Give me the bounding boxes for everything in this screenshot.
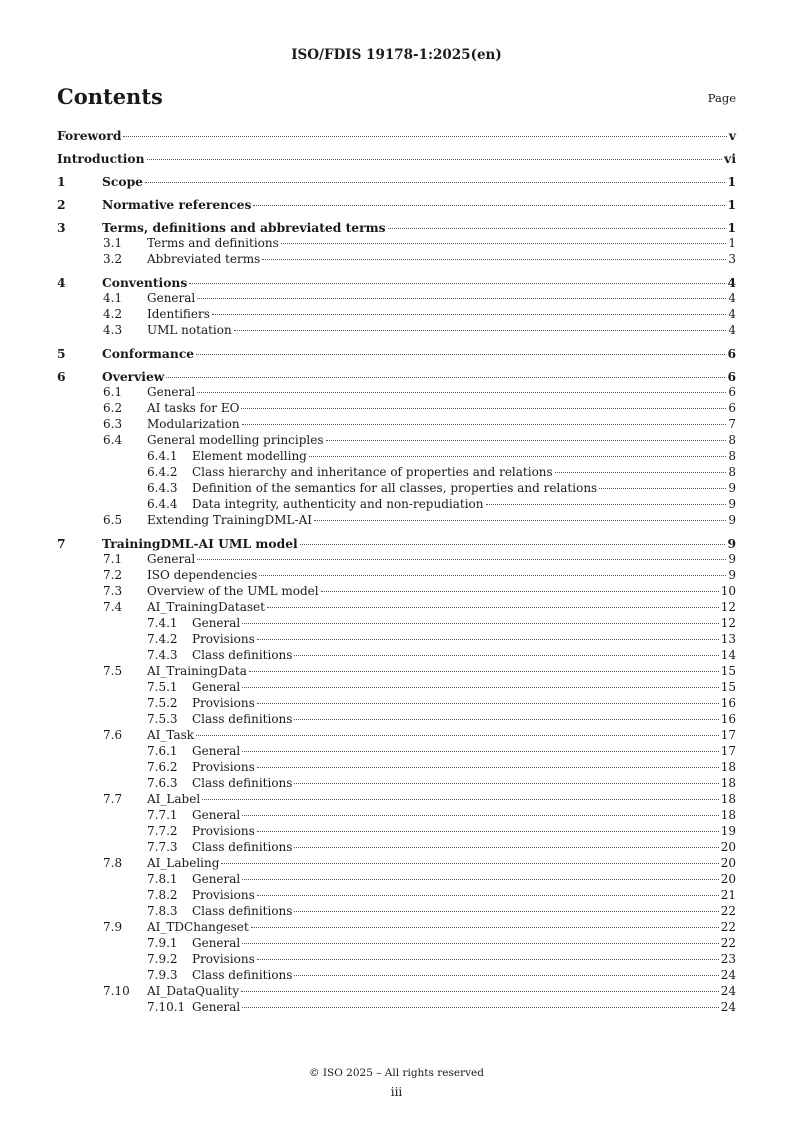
toc-entry[interactable] <box>57 481 736 497</box>
toc-entry-page: v <box>728 128 736 143</box>
toc-entry-page: 6 <box>728 401 736 415</box>
toc-entry-number: 2 <box>57 197 66 212</box>
toc-entry[interactable] <box>57 252 736 268</box>
toc-entry-number: 6.2 <box>103 401 123 415</box>
toc-entry[interactable] <box>57 236 736 252</box>
toc-dot-leader <box>202 799 719 800</box>
toc-entry-page: 9 <box>728 568 736 582</box>
toc-entry-title: Introduction <box>57 151 145 166</box>
toc-entry-title: Modularization <box>147 417 240 431</box>
toc-entry-title: Class definitions <box>192 968 293 982</box>
toc-entry-title: General <box>192 872 241 886</box>
toc-entry-title: Class hierarchy and inheritance of properties and relations <box>192 465 553 479</box>
toc-entry-page: 19 <box>720 824 736 838</box>
toc-entry-title: Element modelling <box>192 449 307 463</box>
toc-dot-leader <box>262 259 726 260</box>
toc-dot-leader <box>257 639 719 640</box>
toc-dot-leader <box>300 544 726 545</box>
toc-entry-title: AI_TrainingData <box>147 664 247 678</box>
toc-entry-page: 6 <box>728 385 736 399</box>
toc-dot-leader <box>241 408 726 409</box>
toc-entry-title: AI_Labeling <box>147 856 220 870</box>
toc-entry-title: Scope <box>102 174 143 189</box>
toc-entry-page: 1 <box>727 197 736 212</box>
toc-entry-title: General <box>192 616 241 630</box>
toc-dot-leader <box>242 879 718 880</box>
toc-entry[interactable] <box>57 952 736 968</box>
toc-entry-title: General <box>192 936 241 950</box>
toc-dot-leader <box>242 424 727 425</box>
copyright-footer: © ISO 2025 – All rights reserved <box>309 1067 484 1079</box>
toc-entry-title: ISO dependencies <box>147 568 258 582</box>
toc-entry-number: 7.5 <box>103 664 123 678</box>
toc-entry-number: 7.8.1 <box>147 872 178 886</box>
toc-entry[interactable] <box>57 632 736 648</box>
toc-entry-number: 5 <box>57 346 66 361</box>
toc-entry-number: 6.5 <box>103 513 123 527</box>
toc-entry[interactable] <box>57 513 736 529</box>
toc-entry-title: General <box>147 552 196 566</box>
toc-entry[interactable] <box>57 760 736 776</box>
toc-dot-leader <box>212 314 726 315</box>
toc-entry-title: General <box>192 808 241 822</box>
toc-entry-number: 7.10.1 <box>147 1000 186 1014</box>
toc-entry-number: 7.7.1 <box>147 808 178 822</box>
toc-entry-page: 8 <box>728 433 736 447</box>
toc-entry-number: 7.9.1 <box>147 936 178 950</box>
toc-entry-page: 8 <box>728 449 736 463</box>
toc-entry-page: 4 <box>728 291 736 305</box>
toc-entry-number: 7.10 <box>103 984 130 998</box>
toc-entry[interactable] <box>57 433 736 449</box>
toc-dot-leader <box>294 783 718 784</box>
toc-entry-title: AI tasks for EO <box>147 401 240 415</box>
toc-entry-number: 6.4 <box>103 433 123 447</box>
toc-entry[interactable] <box>57 151 736 167</box>
toc-entry-number: 7.4.3 <box>147 648 178 662</box>
toc-entry-page: 20 <box>720 856 736 870</box>
toc-entry-page: 15 <box>720 664 736 678</box>
toc-entry-page: 20 <box>720 840 736 854</box>
toc-entry-title: TrainingDML-AI UML model <box>102 536 298 551</box>
toc-entry[interactable] <box>57 323 736 339</box>
toc-entry-title: Provisions <box>192 760 255 774</box>
toc-entry-title: Foreword <box>57 128 122 143</box>
toc-dot-leader <box>145 182 725 183</box>
toc-entry-page: 9 <box>728 497 736 511</box>
toc-entry-title: General <box>147 385 196 399</box>
toc-entry-number: 7.1 <box>103 552 123 566</box>
toc-entry-number: 7.7.3 <box>147 840 178 854</box>
page-column-label: Page <box>707 91 736 105</box>
toc-entry-page: 8 <box>728 465 736 479</box>
toc-entry-title: AI_Task <box>147 728 195 742</box>
toc-entry-number: 7.7 <box>103 792 123 806</box>
toc-entry-number: 6.4.4 <box>147 497 178 511</box>
toc-entry[interactable] <box>57 220 736 236</box>
toc-entry-page: 9 <box>728 481 736 495</box>
toc-entry-page: 15 <box>720 680 736 694</box>
toc-entry[interactable] <box>57 401 736 417</box>
toc-entry[interactable] <box>57 369 736 385</box>
toc-entry-page: 1 <box>727 220 736 235</box>
toc-entry-number: 7.6.1 <box>147 744 178 758</box>
toc-entry[interactable] <box>57 776 736 792</box>
toc-dot-leader <box>314 520 726 521</box>
toc-dot-leader <box>197 392 726 393</box>
toc-dot-leader <box>281 243 727 244</box>
toc-dot-leader <box>242 623 718 624</box>
toc-entry-page: 17 <box>720 728 736 742</box>
toc-entry-number: 7 <box>57 536 66 551</box>
toc-dot-leader <box>555 472 727 473</box>
toc-entry-page: 4 <box>727 275 736 290</box>
toc-dot-leader <box>166 377 725 378</box>
toc-entry-page: 12 <box>720 616 736 630</box>
toc-dot-leader <box>251 927 719 928</box>
toc-entry-page: 22 <box>720 920 736 934</box>
toc-entry-title: Normative references <box>102 197 252 212</box>
toc-entry-number: 7.7.2 <box>147 824 178 838</box>
toc-dot-leader <box>294 911 718 912</box>
toc-entry[interactable] <box>57 197 736 213</box>
toc-entry[interactable] <box>57 712 736 728</box>
toc-entry-page: 24 <box>720 1000 736 1014</box>
toc-entry-title: AI_DataQuality <box>147 984 240 998</box>
toc-entry-title: Conventions <box>102 275 188 290</box>
toc-entry-title: General <box>192 680 241 694</box>
toc-entry-page: 4 <box>728 307 736 321</box>
toc-dot-leader <box>599 488 726 489</box>
toc-entry-title: Class definitions <box>192 776 293 790</box>
toc-dot-leader <box>123 136 726 137</box>
toc-entry-title: UML notation <box>147 323 232 337</box>
toc-entry[interactable] <box>57 856 736 872</box>
toc-entry-number: 7.6.3 <box>147 776 178 790</box>
page-number: iii <box>390 1085 403 1099</box>
toc-entry-number: 7.5.3 <box>147 712 178 726</box>
toc-entry-number: 7.5.1 <box>147 680 178 694</box>
toc-entry-page: 14 <box>720 648 736 662</box>
toc-dot-leader <box>242 751 718 752</box>
toc-dot-leader <box>196 735 719 736</box>
toc-entry-number: 6.4.2 <box>147 465 178 479</box>
toc-dot-leader <box>221 863 718 864</box>
toc-entry[interactable] <box>57 888 736 904</box>
toc-entry-page: 21 <box>720 888 736 902</box>
toc-entry[interactable] <box>57 792 736 808</box>
toc-entry[interactable] <box>57 728 736 744</box>
toc-entry-page: 9 <box>727 536 736 551</box>
toc-dot-leader <box>197 559 726 560</box>
toc-entry-number: 3 <box>57 220 66 235</box>
toc-dot-leader <box>253 205 725 206</box>
toc-dot-leader <box>294 719 718 720</box>
toc-entry-title: AI_Label <box>147 792 201 806</box>
toc-entry-page: 3 <box>728 252 736 266</box>
toc-entry[interactable] <box>57 840 736 856</box>
toc-dot-leader <box>257 703 719 704</box>
toc-entry-page: 10 <box>720 584 736 598</box>
toc-entry-number: 6 <box>57 369 66 384</box>
toc-entry-number: 1 <box>57 174 66 189</box>
toc-entry-page: 12 <box>720 600 736 614</box>
toc-entry[interactable] <box>57 616 736 632</box>
toc-entry[interactable] <box>57 808 736 824</box>
toc-entry-page: 7 <box>728 417 736 431</box>
toc-entry-page: 6 <box>727 346 736 361</box>
toc-entry-page: 1 <box>727 174 736 189</box>
toc-dot-leader <box>321 591 719 592</box>
toc-entry-page: 16 <box>720 712 736 726</box>
toc-entry-page: 22 <box>720 904 736 918</box>
toc-entry-title: Provisions <box>192 824 255 838</box>
toc-entry-title: Terms, definitions and abbreviated terms <box>102 220 386 235</box>
toc-entry-number: 7.4.2 <box>147 632 178 646</box>
toc-entry-number: 7.8.3 <box>147 904 178 918</box>
toc-entry-page: 6 <box>727 369 736 384</box>
toc-dot-leader <box>242 1007 718 1008</box>
toc-entry[interactable] <box>57 346 736 362</box>
toc-entry-title: Identifiers <box>147 307 210 321</box>
toc-dot-leader <box>197 298 726 299</box>
toc-entry-number: 7.5.2 <box>147 696 178 710</box>
toc-entry-page: 18 <box>720 760 736 774</box>
toc-dot-leader <box>294 655 718 656</box>
toc-entry-title: Terms and definitions <box>147 236 279 250</box>
toc-entry-page: 20 <box>720 872 736 886</box>
toc-entry-number: 7.8.2 <box>147 888 178 902</box>
table-of-contents <box>57 128 736 1016</box>
toc-entry-number: 6.4.1 <box>147 449 178 463</box>
toc-dot-leader <box>234 330 727 331</box>
toc-dot-leader <box>147 159 723 160</box>
toc-dot-leader <box>326 440 727 441</box>
toc-entry-number: 4.2 <box>103 307 123 321</box>
toc-entry[interactable] <box>57 307 736 323</box>
toc-dot-leader <box>242 687 718 688</box>
toc-dot-leader <box>294 975 718 976</box>
toc-entry-number: 6.1 <box>103 385 123 399</box>
document-header: ISO/FDIS 19178-1:2025(en) <box>291 47 502 63</box>
toc-entry-number: 7.9.3 <box>147 968 178 982</box>
toc-entry[interactable] <box>57 275 736 291</box>
toc-entry[interactable] <box>57 904 736 920</box>
toc-entry-number: 6.4.3 <box>147 481 178 495</box>
toc-entry-page: 1 <box>728 236 736 250</box>
toc-entry-number: 7.4 <box>103 600 123 614</box>
toc-entry[interactable] <box>57 648 736 664</box>
toc-entry-title: Conformance <box>102 346 195 361</box>
toc-entry[interactable] <box>57 680 736 696</box>
toc-entry-title: Extending TrainingDML-AI <box>147 513 312 527</box>
toc-dot-leader <box>257 959 719 960</box>
toc-entry-page: vi <box>724 151 736 166</box>
toc-dot-leader <box>257 767 719 768</box>
toc-entry-page: 16 <box>720 696 736 710</box>
toc-entry-title: General <box>192 744 241 758</box>
toc-entry[interactable] <box>57 744 736 760</box>
toc-entry[interactable] <box>57 552 736 568</box>
toc-entry-number: 7.8 <box>103 856 123 870</box>
toc-dot-leader <box>241 991 719 992</box>
toc-dot-leader <box>309 456 727 457</box>
toc-entry[interactable] <box>57 536 736 552</box>
toc-dot-leader <box>257 831 719 832</box>
toc-entry-title: Abbreviated terms <box>147 252 261 266</box>
toc-entry-page: 18 <box>720 776 736 790</box>
toc-dot-leader <box>294 847 718 848</box>
toc-entry-title: General <box>192 1000 241 1014</box>
toc-dot-leader <box>242 943 718 944</box>
toc-entry-title: Overview <box>102 369 165 384</box>
toc-entry-page: 23 <box>720 952 736 966</box>
toc-entry[interactable] <box>57 449 736 465</box>
toc-dot-leader <box>189 283 725 284</box>
toc-entry[interactable] <box>57 1000 736 1016</box>
toc-entry-title: Provisions <box>192 696 255 710</box>
toc-entry-number: 4 <box>57 275 66 290</box>
toc-entry[interactable] <box>57 568 736 584</box>
toc-entry[interactable] <box>57 984 736 1000</box>
toc-dot-leader <box>486 504 727 505</box>
toc-entry-number: 6.3 <box>103 417 123 431</box>
toc-entry[interactable] <box>57 584 736 600</box>
toc-entry-number: 7.9.2 <box>147 952 178 966</box>
toc-entry[interactable] <box>57 920 736 936</box>
toc-entry-page: 24 <box>720 984 736 998</box>
toc-dot-leader <box>267 607 719 608</box>
toc-entry[interactable] <box>57 417 736 433</box>
toc-entry-title: Provisions <box>192 952 255 966</box>
toc-entry[interactable] <box>57 696 736 712</box>
toc-entry-title: General modelling principles <box>147 433 324 447</box>
toc-dot-leader <box>249 671 719 672</box>
toc-entry-page: 9 <box>728 552 736 566</box>
toc-entry-title: Provisions <box>192 888 255 902</box>
toc-entry[interactable] <box>57 465 736 481</box>
toc-entry-title: Class definitions <box>192 648 293 662</box>
toc-entry-title: Data integrity, authenticity and non-repudiation <box>192 497 484 511</box>
toc-entry-page: 18 <box>720 792 736 806</box>
toc-entry-page: 17 <box>720 744 736 758</box>
toc-entry[interactable] <box>57 128 736 144</box>
toc-entry[interactable] <box>57 174 736 190</box>
toc-entry-number: 4.1 <box>103 291 123 305</box>
toc-entry[interactable] <box>57 824 736 840</box>
toc-entry-number: 7.3 <box>103 584 123 598</box>
toc-entry-title: Class definitions <box>192 904 293 918</box>
toc-entry[interactable] <box>57 872 736 888</box>
toc-entry-number: 7.2 <box>103 568 123 582</box>
toc-entry-title: General <box>147 291 196 305</box>
toc-entry-page: 13 <box>720 632 736 646</box>
toc-entry[interactable] <box>57 600 736 616</box>
toc-entry[interactable] <box>57 968 736 984</box>
toc-entry-number: 7.6.2 <box>147 760 178 774</box>
toc-dot-leader <box>196 354 725 355</box>
toc-dot-leader <box>257 895 719 896</box>
toc-entry-title: AI_TDChangeset <box>147 920 249 934</box>
toc-entry-title: AI_TrainingDataset <box>147 600 265 614</box>
contents-title: Contents <box>57 84 163 109</box>
toc-entry-page: 22 <box>720 936 736 950</box>
toc-entry-page: 9 <box>728 513 736 527</box>
toc-entry-number: 7.4.1 <box>147 616 178 630</box>
toc-entry[interactable] <box>57 497 736 513</box>
toc-entry-title: Definition of the semantics for all classes, properties and relations <box>192 481 598 495</box>
toc-entry-title: Overview of the UML model <box>147 584 319 598</box>
toc-entry-page: 18 <box>720 808 736 822</box>
toc-entry[interactable] <box>57 385 736 401</box>
toc-dot-leader <box>242 815 718 816</box>
toc-entry[interactable] <box>57 291 736 307</box>
toc-entry[interactable] <box>57 664 736 680</box>
toc-entry-number: 3.2 <box>103 252 123 266</box>
toc-dot-leader <box>259 575 726 576</box>
toc-entry-number: 4.3 <box>103 323 123 337</box>
toc-entry-page: 24 <box>720 968 736 982</box>
toc-entry-title: Class definitions <box>192 840 293 854</box>
toc-dot-leader <box>388 228 726 229</box>
toc-entry-number: 3.1 <box>103 236 123 250</box>
toc-entry-number: 7.6 <box>103 728 123 742</box>
toc-entry-title: Class definitions <box>192 712 293 726</box>
toc-entry-title: Provisions <box>192 632 255 646</box>
toc-entry-page: 4 <box>728 323 736 337</box>
toc-entry[interactable] <box>57 936 736 952</box>
toc-entry-number: 7.9 <box>103 920 123 934</box>
